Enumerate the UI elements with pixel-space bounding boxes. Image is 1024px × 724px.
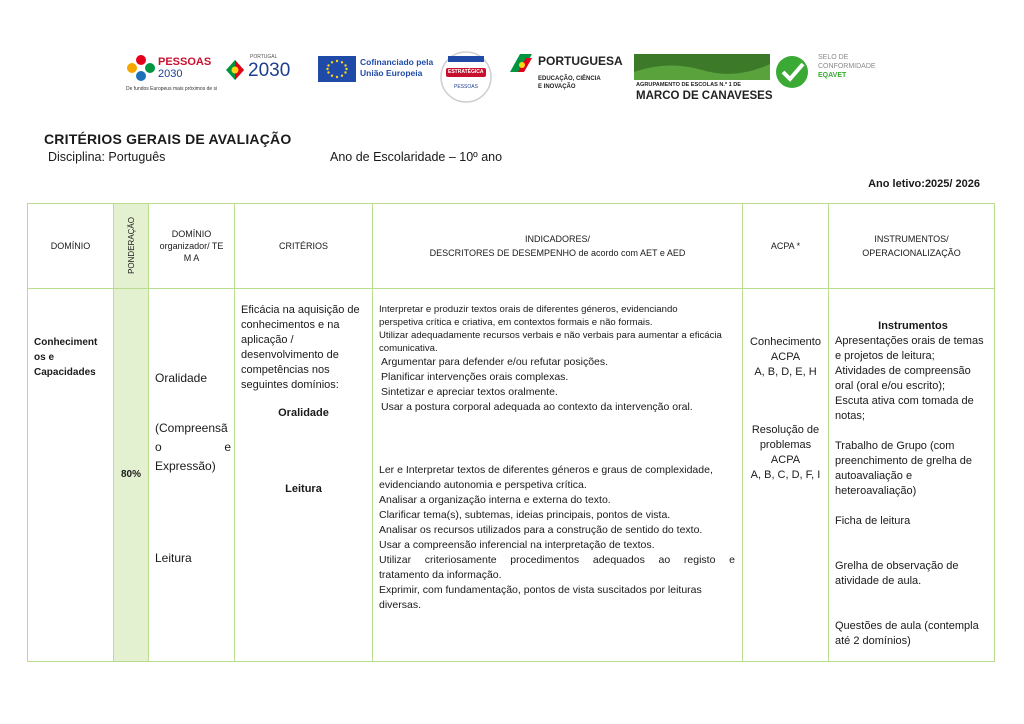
pessoas-year: 2030 [158, 68, 183, 80]
eqavet-logo [774, 50, 894, 106]
instrumento-line: Questões de aula (contempla [835, 620, 979, 632]
header-dominio-org-l2: organizador/ TE [159, 241, 224, 251]
header-ponderacao-label: PONDERAÇÃO [126, 216, 136, 274]
criterios-line: aplicação / [241, 334, 294, 346]
instrumento-line: e projetos de leitura; [835, 350, 935, 362]
eqavet-line1: SELO DE [818, 54, 849, 61]
cell-dominio-organizador [149, 289, 235, 662]
indicadores-oralidade [379, 303, 739, 415]
ano-letivo-label: Ano letivo:2025/ 2026 [868, 178, 980, 190]
header-dominio-organizador [149, 204, 235, 289]
table-row [28, 289, 995, 662]
eu-line1: Cofinanciado pela [360, 57, 434, 67]
republica-line2: E INOVAÇÃO [538, 84, 576, 90]
dominio-text [34, 335, 114, 380]
estrategica-sub: PESSOAS [454, 84, 478, 90]
indicador-line: diversas. [379, 599, 422, 611]
acpa-line: ACPA [770, 454, 801, 466]
criterios-line: Eficácia na aquisição de [241, 304, 360, 316]
acpa-line: A, B, C, D, F, I [750, 469, 821, 481]
indicador-line: Interpretar e produzir textos orais de diferentes géneros, evidenciando [379, 304, 678, 315]
org-comp-line [155, 438, 231, 457]
spacer [835, 529, 991, 544]
pessoas-tagline: De fundos Europeus mais próximos de si [126, 86, 218, 92]
header-ponderacao [114, 204, 149, 289]
cell-criterios [235, 289, 373, 662]
acpa-line: Resolução de [751, 424, 820, 436]
republica-line1: EDUCAÇÃO, CIÊNCIA [538, 76, 601, 82]
indicador-line: Usar a compreensão inferencial na interpretação de textos. [379, 539, 655, 551]
republica-flag-icon [510, 54, 532, 74]
pessoas-label: PESSOAS [158, 56, 212, 68]
instrumento-line: notas; [835, 410, 865, 422]
acpa-line: Conhecimento [750, 336, 821, 348]
indicador-line: Analisar os recursos utilizados para a construção de sentido do texto. [379, 524, 703, 536]
estrategica-label: ESTRATÉGICA [448, 69, 484, 75]
spacer [835, 589, 991, 604]
acpa-line: problemas [759, 439, 812, 451]
dominio-line: Conheciment [34, 337, 98, 348]
cell-dominio [28, 289, 114, 662]
criterios-line: conhecimentos e na [241, 319, 340, 331]
header-indicadores [373, 204, 743, 289]
instrumento-line: Atividades de compreensão [835, 365, 971, 377]
dominio-line: Capacidades [34, 367, 96, 378]
header-dominio-org-l3: M A [183, 253, 200, 263]
ano-escolaridade-label: Ano de Escolaridade – 10º ano [330, 150, 503, 164]
eu-line2: União Europeia [360, 68, 423, 78]
header-instrumentos [829, 204, 995, 289]
document-title: CRITÉRIOS GERAIS DE AVALIAÇÃO [44, 131, 292, 147]
instrumento-line: oral (oral e/ou escrito); [835, 380, 946, 392]
instrumento-line: heteroavaliação) [835, 485, 917, 497]
estrategica-logo [438, 50, 498, 106]
header-dominio-org-l1: DOMÍNIO [171, 229, 212, 239]
instrumento-line: Grelha de observação de [835, 560, 959, 572]
header-indicadores-l2: DESCRITORES DE DESEMPENHO de acordo com AET e AED [429, 248, 686, 258]
spacer [835, 544, 991, 559]
republica-portuguesa-logo [510, 50, 630, 106]
logos-header [120, 50, 900, 106]
agrupamento-logo [634, 50, 773, 106]
ponderacao-value: 80% [120, 469, 141, 480]
criterios-line: competências nos [241, 364, 330, 376]
org-comp-word: o [155, 440, 162, 454]
header-criterios: CRITÉRIOS [235, 204, 373, 289]
acpa-resolucao [743, 423, 828, 483]
indicador-line: Argumentar para defender e/ou refutar posições. [381, 356, 609, 368]
eqavet-check-icon [774, 54, 814, 90]
instrumentos-list [835, 319, 991, 649]
header-instrumentos-l2: OPERACIONALIZAÇÃO [862, 248, 961, 258]
org-comp-word: e [224, 440, 231, 454]
indicador-line: Sintetizar e apreciar textos oralmente. [381, 386, 558, 398]
disciplina-label: Disciplina: Português [48, 150, 166, 164]
eu-cofinancing-logo [318, 50, 438, 106]
indicador-line: evidenciando autonomia e perspetiva crítica. [379, 479, 587, 491]
dominio-line: os e [34, 352, 55, 363]
instrumento-line: Trabalho de Grupo (com [835, 440, 955, 452]
estrategica-badge-icon [438, 50, 494, 104]
agrupamento-line1: AGRUPAMENTO DE ESCOLAS N.º 1 DE [636, 82, 742, 88]
spacer [835, 424, 991, 439]
criteria-table [27, 203, 995, 662]
indicador-line: comunicativa. [379, 343, 438, 354]
cell-instrumentos [829, 289, 995, 662]
portugal-small: PORTUGAL [250, 54, 278, 60]
acpa-line: A, B, D, E, H [754, 366, 817, 378]
org-oralidade: Oralidade [155, 371, 208, 385]
criterios-text [241, 303, 365, 393]
spacer [835, 604, 991, 619]
republica-title: PORTUGUESA [538, 54, 623, 68]
org-comp-line: Expressão) [155, 459, 216, 473]
org-leitura: Leitura [155, 551, 192, 565]
indicador-line: Utilizar criteriosamente procedimentos adequados ao registo e [379, 554, 735, 566]
indicador-line: perspetiva crítica e criativa, em contextos formais e não formais. [379, 317, 653, 328]
cell-ponderacao [114, 289, 149, 662]
agrupamento-line2: MARCO DE CANAVESES [636, 90, 773, 102]
criterios-line: desenvolvimento de [241, 349, 339, 361]
indicador-line: Utilizar adequadamente recursos verbais e não verbais para aumentar a eficácia [379, 330, 722, 341]
instrumento-line: até 2 domínios) [835, 635, 911, 647]
header-indicadores-l1: INDICADORES/ [524, 234, 590, 244]
eqavet-line2: CONFORMIDADE [818, 63, 876, 70]
acpa-conhecimento [743, 335, 828, 380]
portugal-2030-logo [220, 50, 300, 106]
instrumento-line: autoavaliação e [835, 470, 913, 482]
pessoas-flower-icon [126, 54, 156, 86]
instrumento-line: Escuta ativa com tomada de [835, 395, 974, 407]
criterios-oralidade: Oralidade [278, 407, 329, 419]
indicador-line: Ler e Interpretar textos de diferentes géneros e graus de complexidade, [379, 464, 713, 476]
instrumento-line: atividade de aula. [835, 575, 922, 587]
header-dominio: DOMÍNIO [28, 204, 114, 289]
pessoas-2030-logo [124, 50, 234, 106]
indicador-line: Exprimir, com fundamentação, pontos de vista suscitados por leituras [379, 584, 702, 596]
indicador-line: Clarificar tema(s), subtemas, ideias principais, pontos de vista. [379, 509, 671, 521]
instrumento-line: Apresentações orais de temas [835, 335, 984, 347]
acpa-line: ACPA [770, 351, 801, 363]
spacer [835, 499, 991, 514]
indicadores-leitura [379, 463, 735, 613]
eqavet-line3: EQAVET [818, 72, 847, 79]
org-comp-line: (Compreensã [155, 421, 228, 435]
header-instrumentos-l1: INSTRUMENTOS/ [874, 234, 949, 244]
indicador-line: Planificar intervenções orais complexas. [381, 371, 569, 383]
criterios-leitura: Leitura [285, 483, 322, 495]
org-compreensao [155, 419, 231, 476]
cell-acpa [743, 289, 829, 662]
agrupamento-banner-icon [634, 54, 770, 80]
instrumento-line: Ficha de leitura [835, 515, 911, 527]
table-header-row [28, 204, 995, 289]
portugal-year: 2030 [248, 60, 291, 81]
instrumentos-title: Instrumentos [878, 320, 948, 332]
portugal-flag-icon [224, 58, 246, 82]
indicador-line: tratamento da informação. [379, 569, 502, 581]
eu-flag-icon [318, 56, 356, 82]
indicador-line: Analisar a organização interna e externa do texto. [379, 494, 611, 506]
indicador-line: Usar a postura corporal adequada ao contexto da intervenção oral. [381, 401, 693, 413]
instrumento-line: preenchimento de grelha de [835, 455, 972, 467]
header-acpa: ACPA * [743, 204, 829, 289]
cell-indicadores [373, 289, 743, 662]
criterios-line: seguintes domínios: [241, 379, 339, 391]
